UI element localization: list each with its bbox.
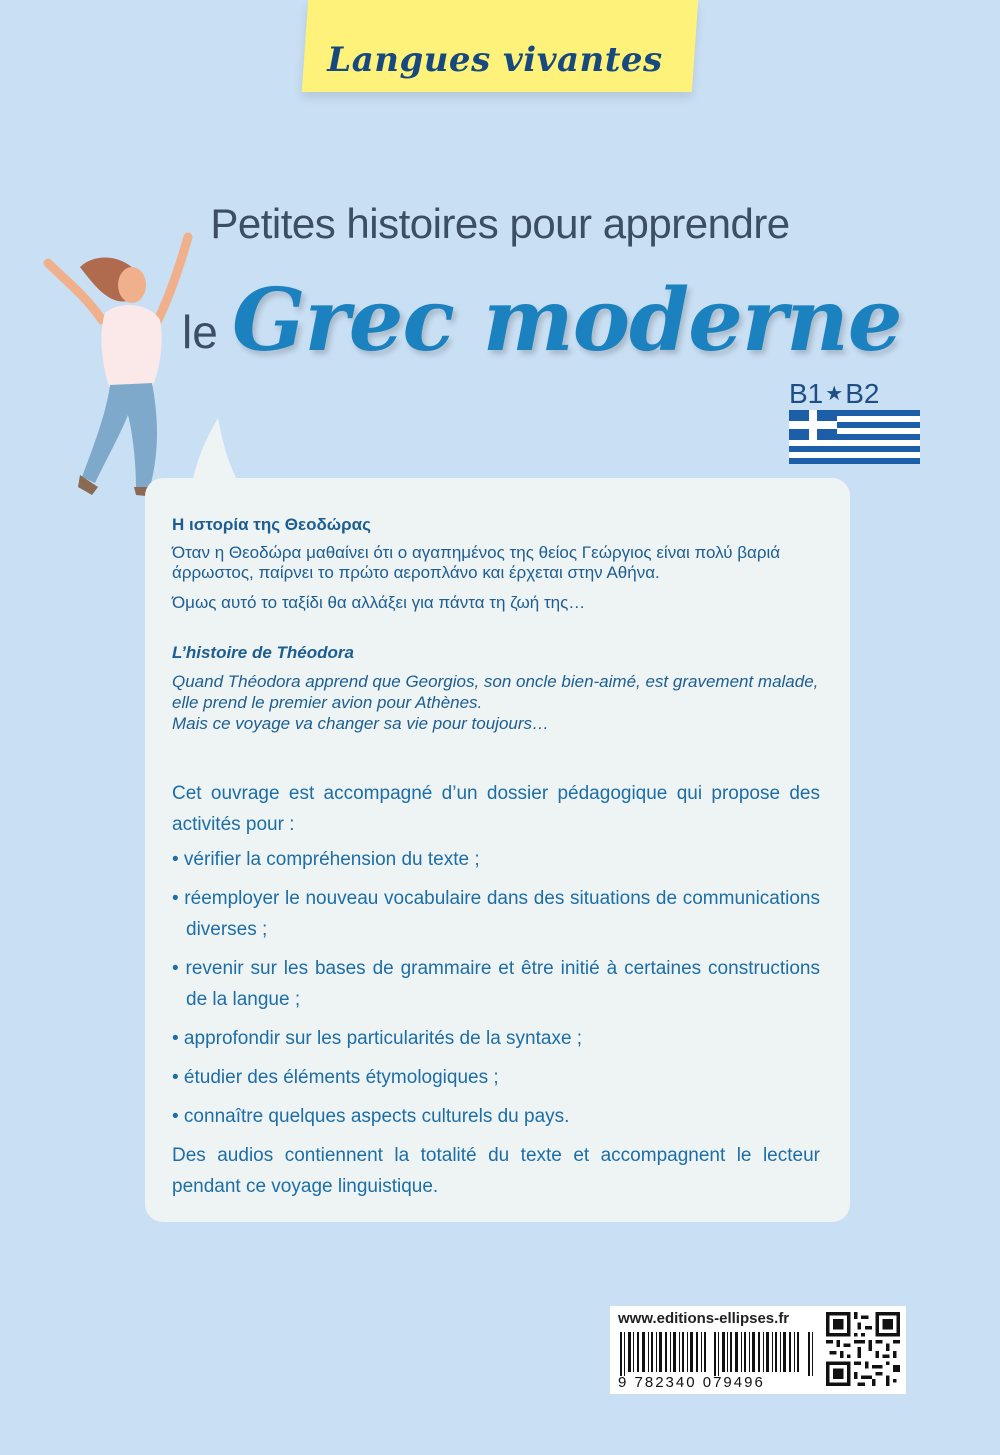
summary-content: [172, 515, 820, 1202]
description-closing: Des audios contiennent la totalité du texte et accompagnent le lecteur pendant ce voyage linguistique.: [172, 1145, 820, 1197]
greek-paragraph-1: Όταν η Θεοδώρα μαθαίνει ότι ο αγαπημένος της θείος Γεώργιος είναι πολύ βαριά άρρωστος, παίρνει το πρώτο αεροπλάνο και έρχεται στην Αθήνα.: [172, 543, 781, 582]
star-icon: ★: [825, 383, 844, 405]
barcode-icon: [618, 1332, 818, 1376]
french-heading: L’histoire de Théodora: [172, 643, 354, 662]
greek-paragraph-2: Όμως αυτό το ταξίδι θα αλλάξει για πάντα τη ζωή της…: [172, 593, 586, 612]
book-subtitle: Petites histoires pour apprendre: [210, 200, 790, 247]
level-indicator: [789, 378, 879, 410]
french-line-2: Mais ce voyage va changer sa vie pour toujours…: [172, 714, 550, 733]
list-item: • vérifier la compréhension du texte ;: [172, 849, 480, 870]
publisher-url[interactable]: www.editions-ellipses.fr: [618, 1310, 790, 1327]
list-item: • étudier des éléments étymologiques ;: [172, 1067, 499, 1088]
list-item: • réemployer le nouveau vocabulaire dans des situations de communications diverses ;: [172, 888, 820, 940]
isbn-number: 9 782340 079496: [618, 1374, 765, 1391]
book-title: Grec moderne: [232, 270, 902, 371]
description-intro: Cet ouvrage est accompagné d’un dossier pédagogique qui propose des activités pour :: [172, 783, 820, 835]
qr-code-icon: [826, 1312, 900, 1386]
activity-list: [172, 844, 820, 1132]
greek-flag-icon: [789, 410, 920, 464]
title-article: le: [182, 306, 218, 358]
list-item: • approfondir sur les particularités de la syntaxe ;: [172, 1028, 583, 1049]
french-line-1: Quand Théodora apprend que Georgios, son oncle bien-aimé, est gravement malade, elle prend le premier avion pour Athènes.: [172, 672, 819, 712]
greek-heading: Η ιστορία της Θεοδώρας: [172, 515, 371, 534]
list-item: • connaître quelques aspects culturels du pays.: [172, 1106, 570, 1127]
list-item: • revenir sur les bases de grammaire et être initié à certaines constructions de la langue ;: [172, 958, 820, 1010]
level-to: B2: [845, 378, 880, 409]
level-from: B1: [789, 378, 824, 409]
series-tag: Langues vivantes: [327, 40, 663, 80]
barcode-panel: [610, 1306, 906, 1394]
